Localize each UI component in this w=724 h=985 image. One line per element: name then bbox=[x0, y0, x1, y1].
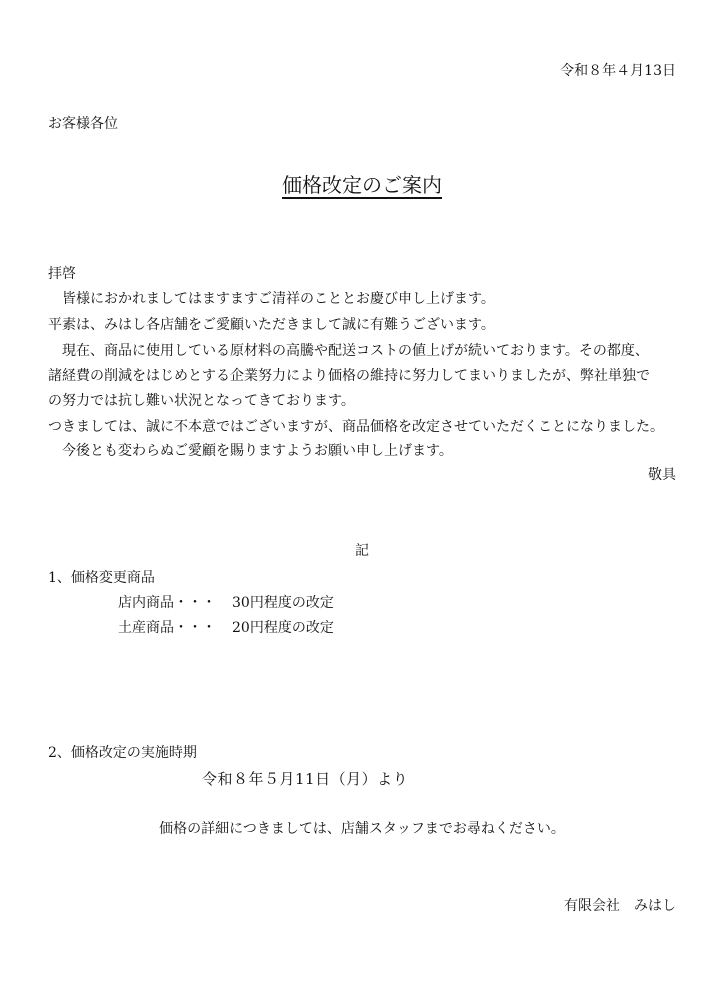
recipient: お客様各位 bbox=[48, 116, 118, 132]
body-line: 諸経費の削減をはじめとする企業努力により価格の維持に努力してまいりましたが、弊社単独で bbox=[48, 368, 650, 384]
body-line: の努力では抗し難い状況となってきております。 bbox=[48, 393, 355, 409]
closing-salutation: 敬具 bbox=[648, 467, 676, 483]
company-name: 有限会社 みはし bbox=[564, 898, 676, 914]
body-line: つきましては、誠に不本意ではございますが、商品価格を改定させていただくことになりました。 bbox=[48, 419, 664, 435]
body-line: 平素は、みはし各店舗をご愛顧いただきまして誠に有難うございます。 bbox=[48, 317, 495, 333]
ki-heading: 記 bbox=[355, 543, 369, 559]
body-line: 現在、商品に使用している原材料の高騰や配送コストの値上げが続いております。その都度、 bbox=[62, 343, 649, 359]
product-price-change: 20円程度の改定 bbox=[232, 620, 334, 636]
product-label: 土産商品・・・ bbox=[118, 620, 216, 636]
product-item bbox=[118, 596, 334, 610]
product-label: 店内商品・・・ bbox=[118, 595, 216, 611]
inquiry-note: 価格の詳細につきましては、店舗スタッフまでお尋ねください。 bbox=[159, 821, 565, 837]
section-heading-products: 1、価格変更商品 bbox=[48, 570, 155, 586]
greeting: 拝啓 bbox=[48, 266, 76, 282]
body-line: 今後とも変わらぬご愛顧を賜りますようお願い申し上げます。 bbox=[62, 443, 453, 459]
product-item bbox=[118, 621, 334, 635]
implementation-date: 令和８年５月11日（月）より bbox=[202, 770, 409, 788]
product-price-change: 30円程度の改定 bbox=[232, 595, 334, 611]
section-heading-timing: 2、価格改定の実施時期 bbox=[48, 745, 197, 761]
document-date: 令和８年４月13日 bbox=[560, 63, 676, 79]
body-line: 皆様におかれましてはますますご清祥のこととお慶び申し上げます。 bbox=[62, 291, 495, 307]
document-title: 価格改定のご案内 bbox=[282, 173, 442, 197]
